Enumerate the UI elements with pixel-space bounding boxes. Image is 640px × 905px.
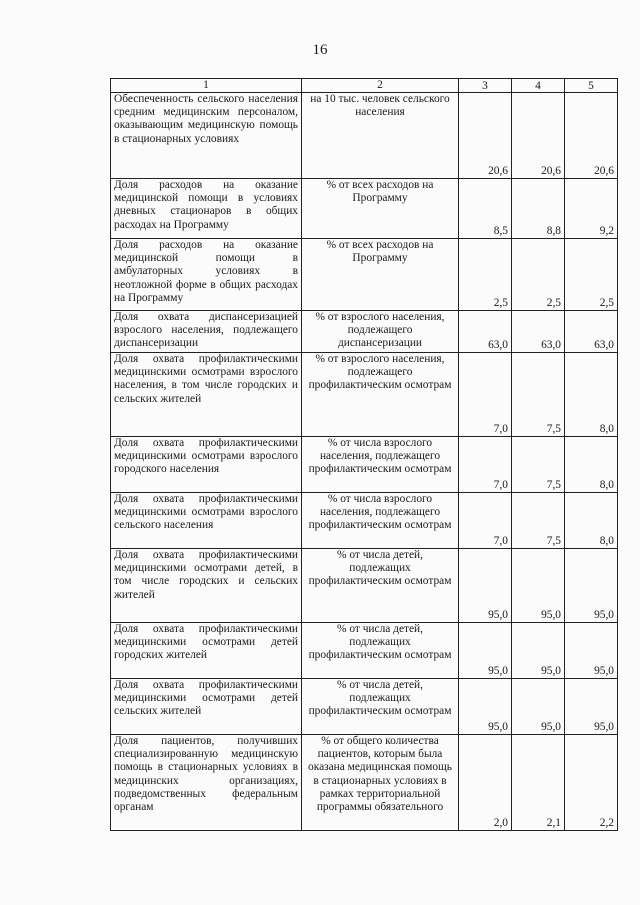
value-cell-col3: 2,5 [459, 239, 512, 311]
unit-cell: % от числа детей, подлежащих профилактическим осмотрам [302, 549, 459, 623]
unit-cell: % от числа детей, подлежащих профилактическим осмотрам [302, 679, 459, 735]
value-cell-col5: 20,6 [565, 93, 618, 179]
unit-cell: % от числа детей, подлежащих профилактическим осмотрам [302, 623, 459, 679]
indicator-cell: Доля охвата диспансеризацией взрослого населения, подлежащего диспансеризации [111, 311, 302, 353]
indicator-cell: Обеспеченность сельского населения средним медицинским персоналом, оказывающим медицинскую помощь в стационарных условиях [111, 93, 302, 179]
value-cell-col5: 8,0 [565, 437, 618, 493]
value-cell-col5: 8,0 [565, 493, 618, 549]
value-cell-col5: 63,0 [565, 311, 618, 353]
value-cell-col3: 7,0 [459, 437, 512, 493]
indicator-cell: Доля охвата профилактическими медицинскими осмотрами детей, в том числе городских и сельских жителей [111, 549, 302, 623]
value-cell-col3: 7,0 [459, 493, 512, 549]
column-header-2: 2 [302, 79, 459, 93]
value-cell-col4: 7,5 [512, 353, 565, 437]
value-cell-col3: 63,0 [459, 311, 512, 353]
value-cell-col5: 95,0 [565, 623, 618, 679]
indicator-cell: Доля охвата профилактическими медицинскими осмотрами взрослого городского населения [111, 437, 302, 493]
indicator-cell: Доля охвата профилактическими медицинскими осмотрами взрослого сельского населения [111, 493, 302, 549]
unit-cell: на 10 тыс. человек сельского населения [302, 93, 459, 179]
value-cell-col3: 7,0 [459, 353, 512, 437]
column-header-1: 1 [111, 79, 302, 93]
indicators-table [110, 78, 618, 831]
value-cell-col3: 2,0 [459, 735, 512, 831]
indicator-cell: Доля охвата профилактическими медицинскими осмотрами взрослого населения, в том числе городских и сельских жителей [111, 353, 302, 437]
table-row [111, 549, 618, 623]
value-cell-col5: 8,0 [565, 353, 618, 437]
table-row [111, 679, 618, 735]
unit-cell: % от всех расходов на Программу [302, 179, 459, 239]
table-row [111, 353, 618, 437]
unit-cell: % от всех расходов на Программу [302, 239, 459, 311]
value-cell-col4: 63,0 [512, 311, 565, 353]
page-number: 16 [312, 42, 328, 58]
value-cell-col5: 2,2 [565, 735, 618, 831]
indicator-cell: Доля пациентов, получивших специализированную медицинскую помощь в стационарных условиях в медицинских организациях, подведомственных федеральным органам [111, 735, 302, 831]
table-row [111, 735, 618, 831]
value-cell-col4: 95,0 [512, 623, 565, 679]
table-row [111, 437, 618, 493]
value-cell-col5: 2,5 [565, 239, 618, 311]
column-header-4: 4 [512, 79, 565, 93]
column-header-3: 3 [459, 79, 512, 93]
value-cell-col4: 8,8 [512, 179, 565, 239]
value-cell-col4: 95,0 [512, 679, 565, 735]
table-header-row [111, 79, 618, 93]
indicator-cell: Доля охвата профилактическими медицинскими осмотрами детей городских жителей [111, 623, 302, 679]
indicator-cell: Доля расходов на оказание медицинской помощи в условиях дневных стационаров в общих расходах на Программу [111, 179, 302, 239]
unit-cell: % от взрослого населения, подлежащего профилактическим осмотрам [302, 353, 459, 437]
value-cell-col5: 9,2 [565, 179, 618, 239]
unit-cell: % от числа взрослого населения, подлежащего профилактическим осмотрам [302, 493, 459, 549]
value-cell-col3: 95,0 [459, 549, 512, 623]
value-cell-col5: 95,0 [565, 549, 618, 623]
unit-cell: % от взрослого населения, подлежащего диспансеризации [302, 311, 459, 353]
table-row [111, 493, 618, 549]
value-cell-col3: 20,6 [459, 93, 512, 179]
value-cell-col4: 20,6 [512, 93, 565, 179]
value-cell-col4: 7,5 [512, 437, 565, 493]
column-header-5: 5 [565, 79, 618, 93]
value-cell-col3: 95,0 [459, 679, 512, 735]
table-row [111, 93, 618, 179]
table-row [111, 179, 618, 239]
value-cell-col4: 95,0 [512, 549, 565, 623]
value-cell-col4: 7,5 [512, 493, 565, 549]
table-row [111, 311, 618, 353]
table-row [111, 239, 618, 311]
unit-cell: % от числа взрослого населения, подлежащего профилактическим осмотрам [302, 437, 459, 493]
value-cell-col4: 2,5 [512, 239, 565, 311]
indicator-cell: Доля расходов на оказание медицинской помощи в амбулаторных условиях в неотложной форме в общих расходах на Программу [111, 239, 302, 311]
value-cell-col4: 2,1 [512, 735, 565, 831]
unit-cell: % от общего количества пациентов, которым была оказана медицинская помощь в стационарных условиях в рамках территориальной программы обязательного [302, 735, 459, 831]
value-cell-col3: 95,0 [459, 623, 512, 679]
value-cell-col5: 95,0 [565, 679, 618, 735]
indicator-cell: Доля охвата профилактическими медицинскими осмотрами детей сельских жителей [111, 679, 302, 735]
table-row [111, 623, 618, 679]
value-cell-col3: 8,5 [459, 179, 512, 239]
